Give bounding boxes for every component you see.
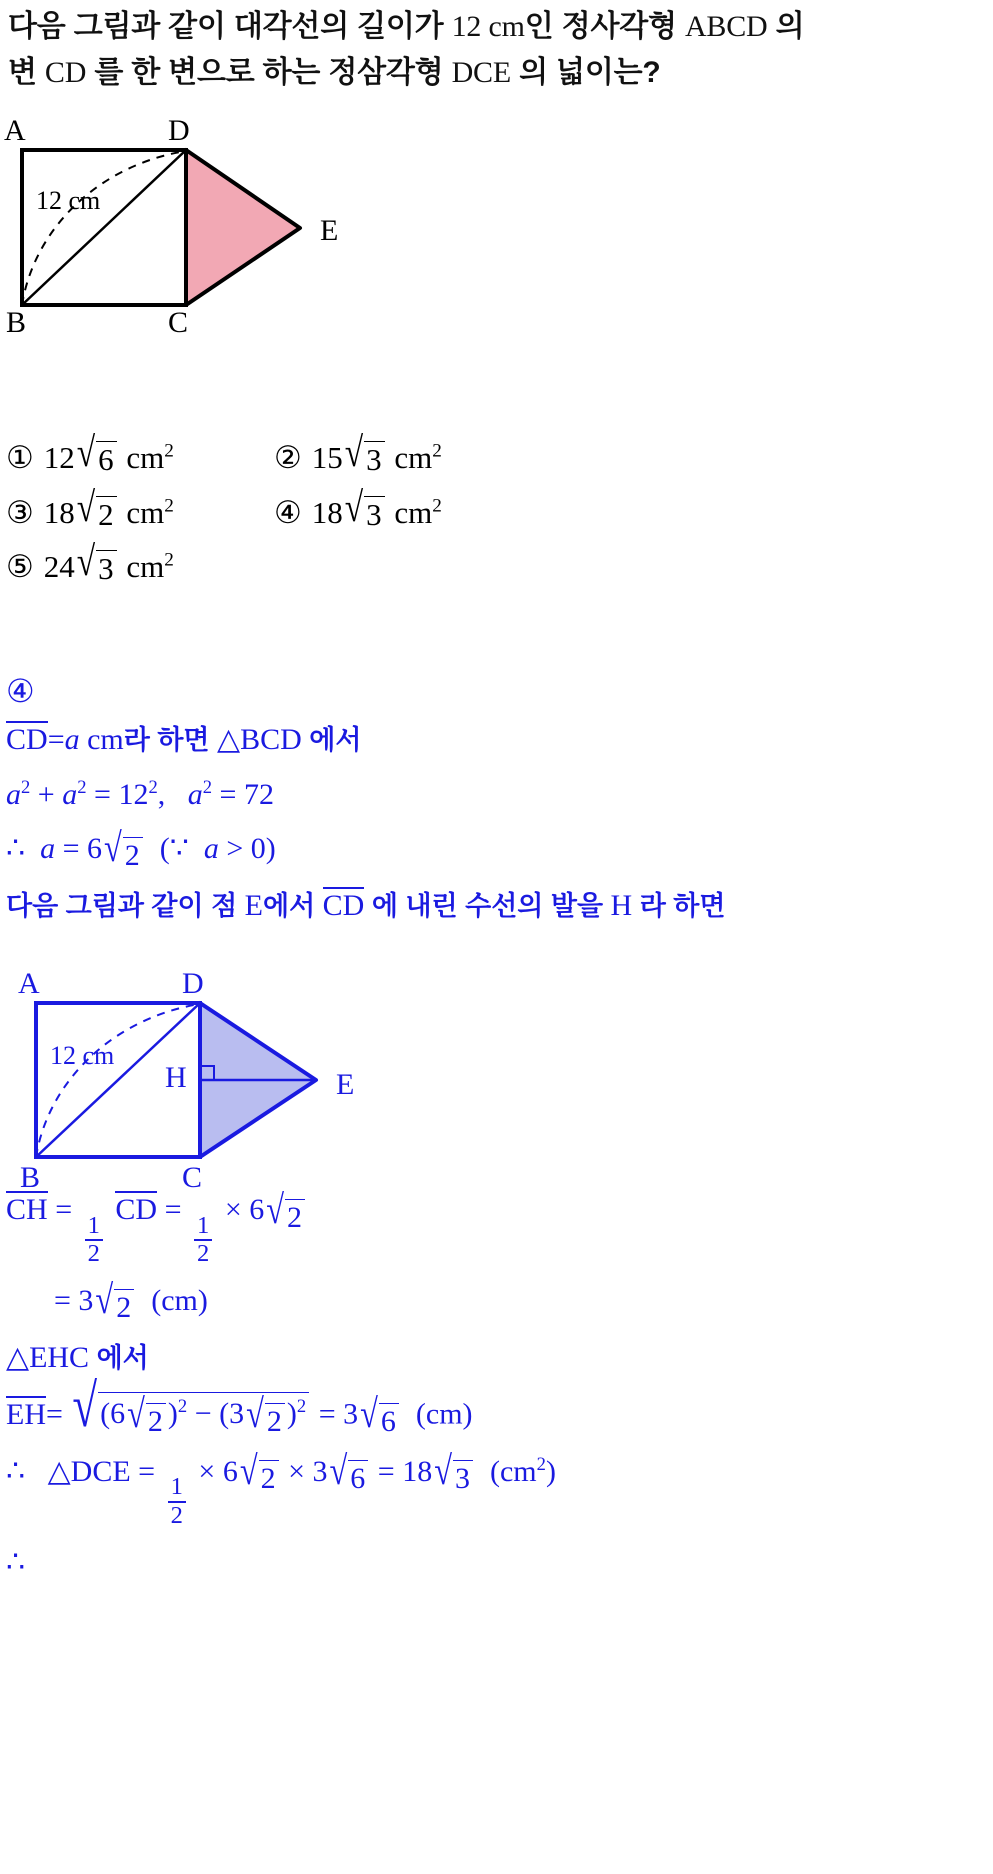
choice-5-coef: 24 bbox=[43, 549, 75, 585]
triangle-dce-shape bbox=[186, 150, 300, 305]
choice-2-unit: $cm^2$ bbox=[394, 440, 442, 475]
question-line-2: 변 CD 를 한 변으로 하는 정삼각형 DCE 의 넓이는? bbox=[8, 56, 661, 89]
figure1-label-D: D bbox=[168, 114, 190, 147]
choice-row-3 bbox=[6, 538, 966, 587]
choice-3-coef: 18 bbox=[43, 494, 75, 530]
radical-inner-2: √ 2 bbox=[246, 1403, 285, 1438]
choice-1-unit: $cm^2$ bbox=[126, 440, 174, 475]
fraction-one-half-a: $\frac{1}{2}$ bbox=[85, 1214, 103, 1267]
figure1-label-C: C bbox=[168, 306, 189, 339]
choice-1-radicand: 6 bbox=[96, 441, 117, 477]
choice-4[interactable] bbox=[274, 484, 442, 532]
fraction-one-half-b: $\frac{1}{2}$ bbox=[194, 1214, 212, 1267]
solution-line-3: ∴ a = 6 √ 2 (∵ a > 0) bbox=[6, 826, 276, 873]
segment-cd: CD bbox=[6, 723, 48, 756]
radical-inner-1: √ 2 bbox=[127, 1403, 166, 1438]
question-math-dce: DCE bbox=[451, 56, 511, 89]
figure2-label-A: A bbox=[18, 967, 40, 1000]
radical-6-b: √ 6 bbox=[330, 1460, 369, 1495]
figure1-label-A: A bbox=[4, 114, 26, 147]
radical-2-c: √ 2 bbox=[95, 1289, 134, 1324]
segment-cd-2: CD bbox=[322, 888, 365, 922]
solution-line-5: CH = $\frac{1}{2}$ CD = $\frac{1}{2}$ × 6 √ 2 bbox=[6, 1190, 981, 1267]
choice-1-coef: 12 bbox=[43, 440, 75, 475]
figure-square-triangle-black bbox=[0, 110, 420, 360]
choice-row-1 bbox=[6, 429, 966, 477]
choice-3-radical: √ 2 bbox=[77, 496, 117, 532]
figure-square-triangle-blue bbox=[0, 965, 440, 1215]
solution-line-8: EH= √ (6 √ 2 )$^2$ − (3 √ 2 )$^2$ = 3 √ 6 (cm) bbox=[6, 1372, 473, 1441]
figure2-label-E: E bbox=[336, 1068, 355, 1101]
segment-ch: CH bbox=[6, 1193, 48, 1227]
choice-2[interactable] bbox=[274, 429, 442, 477]
choice-2-coef: 15 bbox=[311, 440, 343, 475]
choice-4-coef: 18 bbox=[311, 494, 343, 530]
figure1-svg bbox=[0, 110, 420, 360]
radical-big: √ (6 √ 2 )$^2$ − (3 √ 2 )$^2$ bbox=[72, 1392, 309, 1437]
answer-choices bbox=[6, 429, 966, 604]
choice-2-number: ② bbox=[274, 440, 302, 475]
radical-3: √ 3 bbox=[434, 1460, 473, 1495]
choice-5[interactable] bbox=[6, 538, 274, 587]
choice-5-radicand: 3 bbox=[96, 550, 117, 586]
choice-4-unit: $cm^2$ bbox=[394, 494, 442, 530]
choice-5-radical: √ 3 bbox=[77, 550, 117, 586]
question-math-12cm: 12 cm bbox=[451, 10, 525, 43]
figure2-label-B: B bbox=[20, 1161, 41, 1194]
solution-line-9: ∴ △DCE = $\frac{1}{2}$ × 6 √ 2 × 3 √ 6 = 18 √ 3 $(cm^2)$ bbox=[6, 1449, 556, 1530]
solution-answer: ④ bbox=[6, 673, 35, 709]
figure1-label-B: B bbox=[6, 306, 27, 339]
choice-3[interactable] bbox=[6, 484, 274, 532]
fraction-one-half-c: $\frac{1}{2}$ bbox=[168, 1475, 186, 1528]
radical-2-b: √ 2 bbox=[266, 1199, 305, 1234]
choice-5-number: ⑤ bbox=[6, 549, 34, 585]
radical-6: √ 6 bbox=[360, 1403, 399, 1438]
figure1-label-E: E bbox=[320, 214, 339, 247]
choice-4-radical: √ 3 bbox=[345, 496, 385, 532]
choice-1-number: ① bbox=[6, 440, 34, 475]
solution-line-2: $a^2 + a^2 = 12^2$, $a^2 = 72$ bbox=[6, 776, 274, 811]
figure2-label-H: H bbox=[165, 1061, 187, 1094]
diagonal-bd bbox=[22, 150, 186, 305]
solution-line-7: △EHC 에서 bbox=[6, 1340, 149, 1374]
solution-line-10: ∴ bbox=[6, 1545, 26, 1579]
figure2-length-label: 12 cm bbox=[50, 1041, 115, 1070]
question-math-cd: CD bbox=[44, 56, 87, 89]
choice-row-2 bbox=[6, 484, 966, 532]
figure2-label-C: C bbox=[182, 1161, 203, 1194]
choice-4-number: ④ bbox=[274, 494, 302, 530]
solution-line-4: 다음 그림과 같이 점 E에서 CD 에 내린 수선의 발을 H 라 하면 bbox=[6, 888, 726, 922]
choice-5-unit: $cm^2$ bbox=[126, 549, 174, 585]
question-text bbox=[8, 4, 988, 96]
figure2-svg bbox=[0, 965, 440, 1215]
solution-line-6: = 3 √ 2 (cm) bbox=[54, 1278, 208, 1325]
figure1-length-label: 12 cm bbox=[36, 186, 101, 215]
choice-2-radical: √ 3 bbox=[345, 441, 385, 477]
choice-4-radicand: 3 bbox=[364, 496, 385, 532]
question-line-1: 다음 그림과 같이 대각선의 길이가 12 cm인 정사각형 ABCD 의 bbox=[8, 10, 805, 43]
solution-line-1: CD=a cm라 하면 △BCD 에서 bbox=[6, 723, 362, 756]
choice-3-radicand: 2 bbox=[96, 496, 117, 532]
segment-cd-3: CD bbox=[115, 1193, 158, 1227]
choice-3-number: ③ bbox=[6, 494, 34, 530]
radical-2-d: √ 2 bbox=[240, 1460, 279, 1495]
question-math-abcd: ABCD bbox=[684, 10, 768, 43]
segment-eh: EH bbox=[6, 1398, 46, 1432]
radical-2: √ 2 bbox=[104, 837, 143, 872]
figure2-label-D: D bbox=[182, 967, 204, 1000]
choice-2-radicand: 3 bbox=[364, 441, 385, 477]
choice-1[interactable] bbox=[6, 429, 274, 477]
choice-1-radical: √ 6 bbox=[77, 441, 117, 477]
choice-3-unit: $cm^2$ bbox=[126, 494, 174, 530]
